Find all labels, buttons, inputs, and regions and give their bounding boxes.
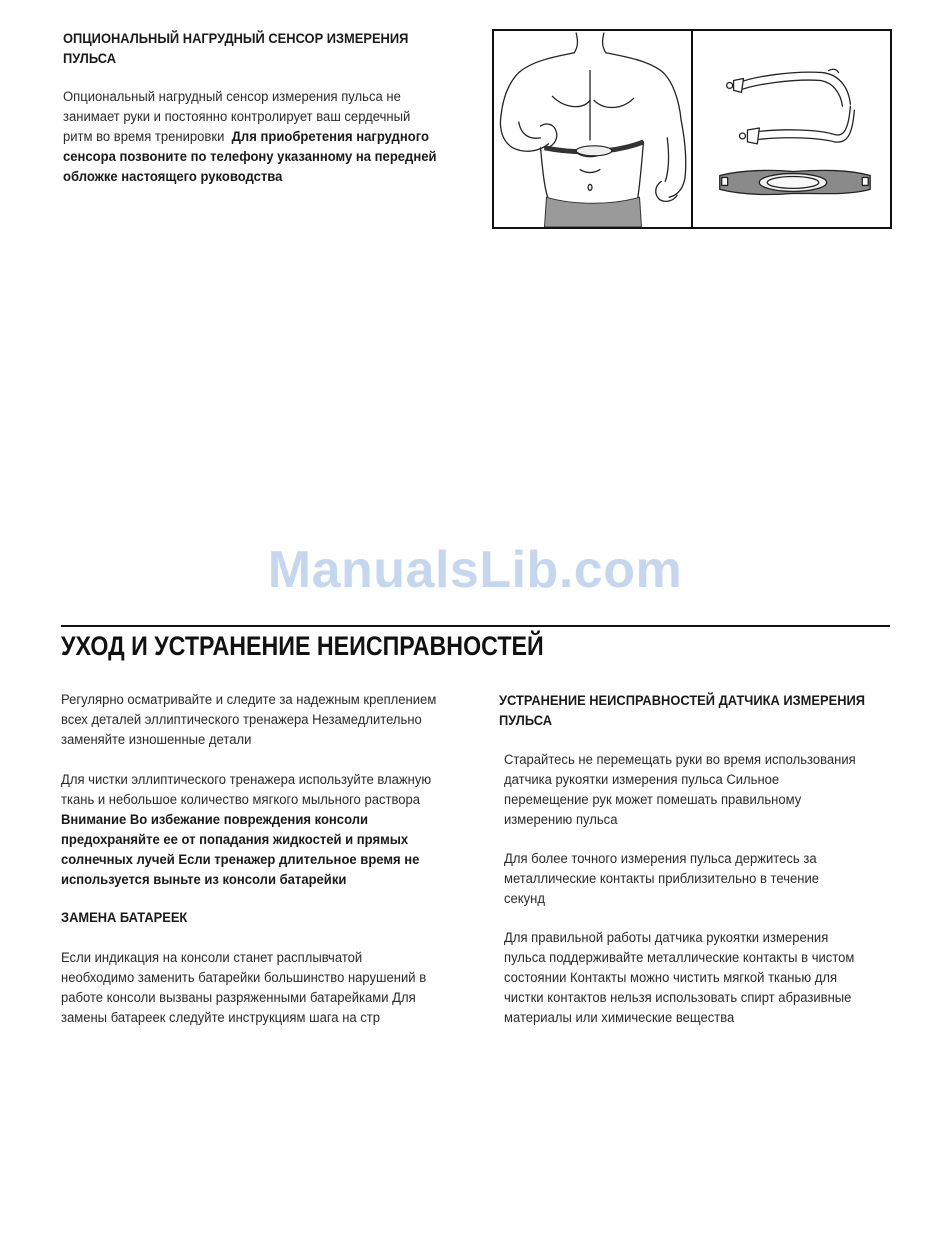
- paragraph-line: пульса поддерживайте металлические контакты в чистом: [504, 950, 855, 966]
- paragraph-line: заменяйте изношенные детали: [61, 732, 252, 748]
- paragraph-line: состоянии Контакты можно чистить мягкой тканью для: [504, 970, 838, 986]
- battery-paragraph: [61, 948, 426, 1028]
- warning-line: солнечных лучей Если тренажер длительное время не: [61, 852, 420, 868]
- chest-strap-parts-illustration: [693, 31, 890, 227]
- paragraph-line: металлические контакты приблизительно в течение: [504, 871, 820, 887]
- paragraph-line: материалы или химические вещества: [504, 1010, 735, 1026]
- paragraph-line: занимает руки и постоянно контролирует ваш сердечный: [63, 109, 411, 125]
- heading-line: УСТРАНЕНИЕ НЕИСПРАВНОСТЕЙ ДАТЧИКА ИЗМЕРЕНИЯ: [499, 692, 866, 708]
- paragraph-line: необходимо заменить батарейки большинство нарушений в: [61, 970, 427, 986]
- paragraph-line: Старайтесь не перемещать руки во время использования: [504, 752, 856, 768]
- paragraph-line: Для более точного измерения пульса держитесь за: [504, 851, 817, 867]
- paragraph-line: Для чистки эллиптического тренажера используйте влажную: [61, 772, 432, 788]
- paragraph-line: Если индикация на консоли станет расплывчатой: [61, 950, 363, 966]
- paragraph-line: Для правильной работы датчика рукоятки измерения: [504, 930, 829, 946]
- troubleshoot-paragraph-3: [504, 928, 854, 1028]
- purchase-info-text: Для приобретения нагрудного: [231, 129, 429, 145]
- heading-line: ПУЛЬСА: [63, 50, 117, 66]
- paragraph-line: замены батареек следуйте инструкциям шага на стр: [61, 1010, 381, 1026]
- paragraph-line: сенсора позвоните по телефону указанному на передней: [63, 149, 437, 165]
- chest-sensor-figure: [492, 29, 892, 229]
- paragraph-line: Опциональный нагрудный сенсор измерения пульса не: [63, 89, 401, 105]
- battery-heading: ЗАМЕНА БАТАРЕЕК: [61, 909, 188, 925]
- troubleshoot-paragraph-2: [504, 849, 819, 909]
- paragraph-line: перемещение рук может помешать правильному: [504, 792, 802, 808]
- watermark: ManualsLib.com: [267, 541, 683, 599]
- troubleshoot-heading: [499, 690, 865, 730]
- warning-line: Внимание Во избежание повреждения консоли: [61, 812, 369, 828]
- paragraph-line: чистки контактов нельзя использовать спирт абразивные: [504, 990, 852, 1006]
- troubleshoot-paragraph-1: [504, 750, 856, 830]
- paragraph-line: Регулярно осматривайте и следите за надежным креплением: [61, 692, 437, 708]
- warning-line: используется выньте из консоли батарейки: [61, 872, 347, 888]
- chest-sensor-paragraph: [63, 87, 437, 187]
- paragraph-line: обложке настоящего руководства: [63, 169, 283, 185]
- paragraph-line: секунд: [504, 891, 545, 907]
- care-section-title: УХОД И УСТРАНЕНИЕ НЕИСПРАВНОСТЕЙ: [61, 631, 544, 661]
- paragraph-text: ритм во время тренировки: [63, 129, 225, 145]
- paragraph-line: ткань и небольшое количество мягкого мыльного раствора: [61, 792, 421, 808]
- warning-line: предохраняйте ее от попадания жидкостей и прямых: [61, 832, 409, 848]
- paragraph-line: всех деталей эллиптического тренажера Незамедлительно: [61, 712, 422, 728]
- care-paragraph-1: [61, 690, 436, 750]
- care-paragraph-2: [61, 770, 431, 890]
- heading-line: ОПЦИОНАЛЬНЫЙ НАГРУДНЫЙ СЕНСОР ИЗМЕРЕНИЯ: [63, 30, 409, 46]
- torso-with-chest-strap-illustration: [494, 31, 691, 227]
- paragraph-line: работе консоли вызваны разряженными батарейками Для: [61, 990, 416, 1006]
- paragraph-line: измерению пульса: [504, 812, 618, 828]
- paragraph-line: датчика рукоятки измерения пульса Сильное: [504, 772, 780, 788]
- chest-sensor-heading: [63, 28, 408, 68]
- section-rule: [61, 625, 890, 627]
- heading-line: ПУЛЬСА: [499, 712, 553, 728]
- paragraph-line: [63, 127, 437, 147]
